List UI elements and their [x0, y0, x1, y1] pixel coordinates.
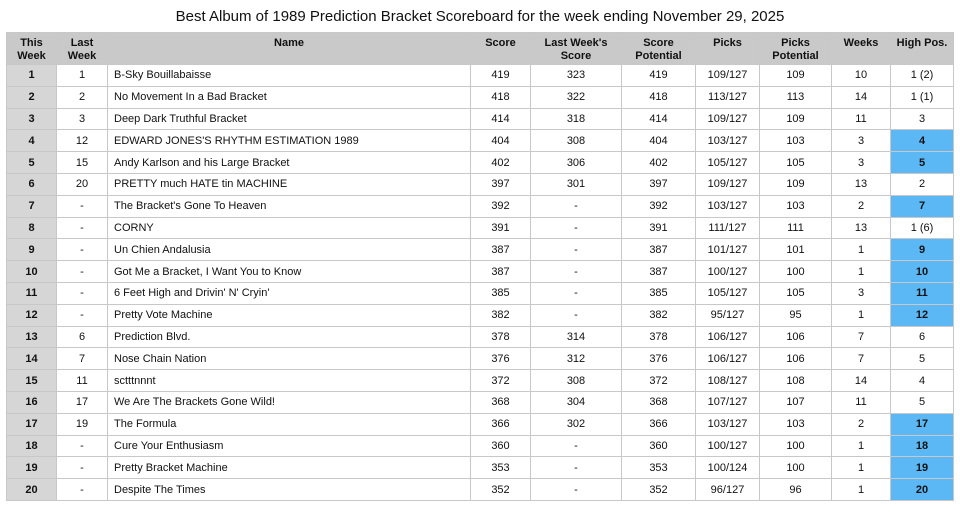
name-cell: No Movement In a Bad Bracket: [108, 86, 471, 108]
table-row: [7, 86, 954, 108]
score-cell: 382: [471, 304, 531, 326]
last-week-cell: -: [57, 435, 108, 457]
name-cell: EDWARD JONES'S RHYTHM ESTIMATION 1989: [108, 130, 471, 152]
score-potential-cell: 419: [622, 65, 696, 87]
last-week-score-cell: -: [531, 479, 622, 501]
score-potential-cell: 378: [622, 326, 696, 348]
last-week-cell: -: [57, 282, 108, 304]
picks-potential-cell: 109: [760, 108, 832, 130]
header-line: Picks: [781, 37, 810, 49]
picks-potential-cell: 100: [760, 457, 832, 479]
rank-cell: 8: [7, 217, 57, 239]
name-cell: Pretty Bracket Machine: [108, 457, 471, 479]
rank-cell: 17: [7, 413, 57, 435]
table-row: [7, 457, 954, 479]
last-week-cell: 11: [57, 370, 108, 392]
name-cell: The Bracket's Gone To Heaven: [108, 195, 471, 217]
last-week-cell: -: [57, 304, 108, 326]
score-cell: 376: [471, 348, 531, 370]
table-row: [7, 195, 954, 217]
header-line: This: [20, 37, 43, 49]
rank-cell: 4: [7, 130, 57, 152]
score-cell: 385: [471, 282, 531, 304]
last-week-cell: 20: [57, 173, 108, 195]
picks-cell: 109/127: [696, 173, 760, 195]
picks-cell: 101/127: [696, 239, 760, 261]
name-cell: CORNY: [108, 217, 471, 239]
name-cell: Prediction Blvd.: [108, 326, 471, 348]
picks-cell: 108/127: [696, 370, 760, 392]
picks-cell: 109/127: [696, 108, 760, 130]
weeks-cell: 13: [832, 173, 891, 195]
rank-cell: 1: [7, 65, 57, 87]
last-week-cell: 17: [57, 391, 108, 413]
weeks-cell: 2: [832, 195, 891, 217]
rank-cell: 7: [7, 195, 57, 217]
score-potential-cell: 404: [622, 130, 696, 152]
picks-cell: 107/127: [696, 391, 760, 413]
rank-cell: 20: [7, 479, 57, 501]
picks-cell: 103/127: [696, 130, 760, 152]
table-row: [7, 435, 954, 457]
weeks-cell: 11: [832, 391, 891, 413]
score-cell: 368: [471, 391, 531, 413]
name-cell: Got Me a Bracket, I Want You to Know: [108, 261, 471, 283]
score-potential-cell: 366: [622, 413, 696, 435]
score-potential-cell: 397: [622, 173, 696, 195]
table-row: [7, 413, 954, 435]
rank-cell: 19: [7, 457, 57, 479]
rank-cell: 2: [7, 86, 57, 108]
last-week-score-cell: -: [531, 282, 622, 304]
score-potential-cell: 353: [622, 457, 696, 479]
high-pos-cell: 20: [891, 479, 954, 501]
header-line: Picks: [713, 37, 742, 49]
rank-cell: 18: [7, 435, 57, 457]
high-pos-cell: 7: [891, 195, 954, 217]
weeks-cell: 14: [832, 370, 891, 392]
header-line: High Pos.: [896, 37, 948, 49]
picks-cell: 100/127: [696, 435, 760, 457]
score-potential-cell: 402: [622, 152, 696, 174]
picks-potential-cell: 109: [760, 173, 832, 195]
last-week-score-cell: 314: [531, 326, 622, 348]
high-pos-cell: 5: [891, 391, 954, 413]
picks-cell: 111/127: [696, 217, 760, 239]
picks-potential-cell: 111: [760, 217, 832, 239]
last-week-cell: -: [57, 261, 108, 283]
high-pos-cell: 10: [891, 261, 954, 283]
high-pos-cell: 5: [891, 348, 954, 370]
last-week-cell: 7: [57, 348, 108, 370]
picks-cell: 95/127: [696, 304, 760, 326]
col-header-this-week: [7, 33, 57, 65]
weeks-cell: 10: [832, 65, 891, 87]
last-week-score-cell: 312: [531, 348, 622, 370]
name-cell: Andy Karlson and his Large Bracket: [108, 152, 471, 174]
score-cell: 360: [471, 435, 531, 457]
header-line: Potential: [772, 50, 819, 62]
last-week-cell: -: [57, 479, 108, 501]
last-week-score-cell: -: [531, 457, 622, 479]
weeks-cell: 1: [832, 457, 891, 479]
picks-cell: 100/124: [696, 457, 760, 479]
header-line: Week: [17, 50, 46, 62]
picks-potential-cell: 109: [760, 65, 832, 87]
table-row: [7, 152, 954, 174]
rank-cell: 9: [7, 239, 57, 261]
score-cell: 419: [471, 65, 531, 87]
col-header-last-week-score: [531, 33, 622, 65]
rank-cell: 14: [7, 348, 57, 370]
rank-cell: 5: [7, 152, 57, 174]
header-line: Last: [70, 37, 94, 49]
high-pos-cell: 1 (6): [891, 217, 954, 239]
name-cell: Pretty Vote Machine: [108, 304, 471, 326]
picks-cell: 96/127: [696, 479, 760, 501]
picks-potential-cell: 95: [760, 304, 832, 326]
col-header-picks: [696, 33, 760, 65]
score-potential-cell: 392: [622, 195, 696, 217]
picks-cell: 106/127: [696, 348, 760, 370]
score-cell: 404: [471, 130, 531, 152]
weeks-cell: 11: [832, 108, 891, 130]
header-line: Score: [643, 37, 674, 49]
picks-cell: 105/127: [696, 282, 760, 304]
score-cell: 372: [471, 370, 531, 392]
score-cell: 353: [471, 457, 531, 479]
weeks-cell: 2: [832, 413, 891, 435]
table-row: [7, 108, 954, 130]
picks-potential-cell: 103: [760, 130, 832, 152]
high-pos-cell: 18: [891, 435, 954, 457]
score-cell: 418: [471, 86, 531, 108]
last-week-score-cell: 306: [531, 152, 622, 174]
last-week-score-cell: 304: [531, 391, 622, 413]
weeks-cell: 3: [832, 282, 891, 304]
score-potential-cell: 391: [622, 217, 696, 239]
weeks-cell: 14: [832, 86, 891, 108]
table-row: [7, 370, 954, 392]
rank-cell: 15: [7, 370, 57, 392]
picks-potential-cell: 113: [760, 86, 832, 108]
name-cell: We Are The Brackets Gone Wild!: [108, 391, 471, 413]
score-potential-cell: 368: [622, 391, 696, 413]
picks-potential-cell: 106: [760, 348, 832, 370]
high-pos-cell: 6: [891, 326, 954, 348]
last-week-score-cell: 302: [531, 413, 622, 435]
score-cell: 402: [471, 152, 531, 174]
score-cell: 366: [471, 413, 531, 435]
header-line: Score: [485, 37, 516, 49]
picks-potential-cell: 100: [760, 261, 832, 283]
last-week-score-cell: -: [531, 304, 622, 326]
name-cell: Cure Your Enthusiasm: [108, 435, 471, 457]
high-pos-cell: 9: [891, 239, 954, 261]
score-potential-cell: 414: [622, 108, 696, 130]
weeks-cell: 3: [832, 130, 891, 152]
high-pos-cell: 4: [891, 130, 954, 152]
score-potential-cell: 385: [622, 282, 696, 304]
header-line: Weeks: [843, 37, 879, 49]
name-cell: Despite The Times: [108, 479, 471, 501]
weeks-cell: 7: [832, 348, 891, 370]
score-cell: 392: [471, 195, 531, 217]
picks-potential-cell: 107: [760, 391, 832, 413]
score-cell: 387: [471, 239, 531, 261]
picks-potential-cell: 96: [760, 479, 832, 501]
last-week-score-cell: 308: [531, 370, 622, 392]
last-week-cell: -: [57, 195, 108, 217]
weeks-cell: 13: [832, 217, 891, 239]
score-potential-cell: 418: [622, 86, 696, 108]
last-week-score-cell: -: [531, 435, 622, 457]
picks-cell: 105/127: [696, 152, 760, 174]
picks-potential-cell: 105: [760, 152, 832, 174]
table-row: [7, 130, 954, 152]
last-week-cell: 2: [57, 86, 108, 108]
score-potential-cell: 352: [622, 479, 696, 501]
score-cell: 378: [471, 326, 531, 348]
col-header-score: [471, 33, 531, 65]
score-potential-cell: 372: [622, 370, 696, 392]
table-row: [7, 261, 954, 283]
weeks-cell: 1: [832, 304, 891, 326]
name-cell: Un Chien Andalusia: [108, 239, 471, 261]
picks-cell: 103/127: [696, 195, 760, 217]
last-week-score-cell: -: [531, 217, 622, 239]
last-week-cell: 12: [57, 130, 108, 152]
high-pos-cell: 1 (1): [891, 86, 954, 108]
score-potential-cell: 382: [622, 304, 696, 326]
last-week-score-cell: -: [531, 261, 622, 283]
col-header-picks-potential: [760, 33, 832, 65]
table-row: [7, 282, 954, 304]
picks-potential-cell: 106: [760, 326, 832, 348]
score-potential-cell: 387: [622, 239, 696, 261]
rank-cell: 13: [7, 326, 57, 348]
last-week-score-cell: 308: [531, 130, 622, 152]
weeks-cell: 7: [832, 326, 891, 348]
table-row: [7, 391, 954, 413]
high-pos-cell: 17: [891, 413, 954, 435]
table-row: [7, 239, 954, 261]
score-cell: 414: [471, 108, 531, 130]
picks-potential-cell: 108: [760, 370, 832, 392]
name-cell: B-Sky Bouillabaisse: [108, 65, 471, 87]
header-row: [7, 33, 954, 65]
picks-cell: 100/127: [696, 261, 760, 283]
high-pos-cell: 1 (2): [891, 65, 954, 87]
weeks-cell: 1: [832, 239, 891, 261]
last-week-cell: 6: [57, 326, 108, 348]
score-potential-cell: 360: [622, 435, 696, 457]
last-week-score-cell: 322: [531, 86, 622, 108]
header-line: Week: [67, 50, 97, 62]
picks-cell: 113/127: [696, 86, 760, 108]
high-pos-cell: 2: [891, 173, 954, 195]
high-pos-cell: 19: [891, 457, 954, 479]
last-week-cell: 3: [57, 108, 108, 130]
header-line: Last Week's: [544, 37, 608, 49]
last-week-cell: 15: [57, 152, 108, 174]
table-row: [7, 348, 954, 370]
table-row: [7, 65, 954, 87]
last-week-score-cell: 318: [531, 108, 622, 130]
name-cell: Deep Dark Truthful Bracket: [108, 108, 471, 130]
weeks-cell: 1: [832, 261, 891, 283]
weeks-cell: 1: [832, 435, 891, 457]
rank-cell: 10: [7, 261, 57, 283]
picks-potential-cell: 100: [760, 435, 832, 457]
rank-cell: 3: [7, 108, 57, 130]
last-week-cell: -: [57, 457, 108, 479]
name-cell: 6 Feet High and Drivin' N' Cryin': [108, 282, 471, 304]
scoreboard-table: [6, 32, 954, 501]
table-row: [7, 479, 954, 501]
picks-cell: 106/127: [696, 326, 760, 348]
high-pos-cell: 12: [891, 304, 954, 326]
picks-potential-cell: 105: [760, 282, 832, 304]
picks-potential-cell: 101: [760, 239, 832, 261]
name-cell: sctttnnnt: [108, 370, 471, 392]
score-potential-cell: 387: [622, 261, 696, 283]
score-cell: 391: [471, 217, 531, 239]
score-cell: 397: [471, 173, 531, 195]
col-header-high-pos: [891, 33, 954, 65]
picks-cell: 103/127: [696, 413, 760, 435]
rank-cell: 16: [7, 391, 57, 413]
name-cell: Nose Chain Nation: [108, 348, 471, 370]
last-week-score-cell: 323: [531, 65, 622, 87]
score-potential-cell: 376: [622, 348, 696, 370]
weeks-cell: 3: [832, 152, 891, 174]
last-week-score-cell: -: [531, 239, 622, 261]
last-week-score-cell: -: [531, 195, 622, 217]
high-pos-cell: 11: [891, 282, 954, 304]
table-row: [7, 173, 954, 195]
high-pos-cell: 5: [891, 152, 954, 174]
table-row: [7, 304, 954, 326]
rank-cell: 12: [7, 304, 57, 326]
score-cell: 352: [471, 479, 531, 501]
score-cell: 387: [471, 261, 531, 283]
last-week-cell: -: [57, 239, 108, 261]
last-week-cell: 1: [57, 65, 108, 87]
col-header-score-potential: [622, 33, 696, 65]
header-line: Name: [274, 37, 304, 49]
last-week-cell: 19: [57, 413, 108, 435]
col-header-last-week: [57, 33, 108, 65]
col-header-name: [108, 33, 471, 65]
rank-cell: 11: [7, 282, 57, 304]
scoreboard-title: Best Album of 1989 Prediction Bracket Scoreboard for the week ending November 29, 2025: [175, 8, 785, 25]
col-header-weeks: [832, 33, 891, 65]
scoreboard-body: [7, 65, 954, 501]
header-line: Potential: [635, 50, 682, 62]
name-cell: The Formula: [108, 413, 471, 435]
high-pos-cell: 3: [891, 108, 954, 130]
rank-cell: 6: [7, 173, 57, 195]
picks-potential-cell: 103: [760, 195, 832, 217]
high-pos-cell: 4: [891, 370, 954, 392]
name-cell: PRETTY much HATE tin MACHINE: [108, 173, 471, 195]
picks-potential-cell: 103: [760, 413, 832, 435]
last-week-score-cell: 301: [531, 173, 622, 195]
picks-cell: 109/127: [696, 65, 760, 87]
last-week-cell: -: [57, 217, 108, 239]
table-row: [7, 217, 954, 239]
weeks-cell: 1: [832, 479, 891, 501]
table-row: [7, 326, 954, 348]
header-line: Score: [560, 50, 592, 62]
